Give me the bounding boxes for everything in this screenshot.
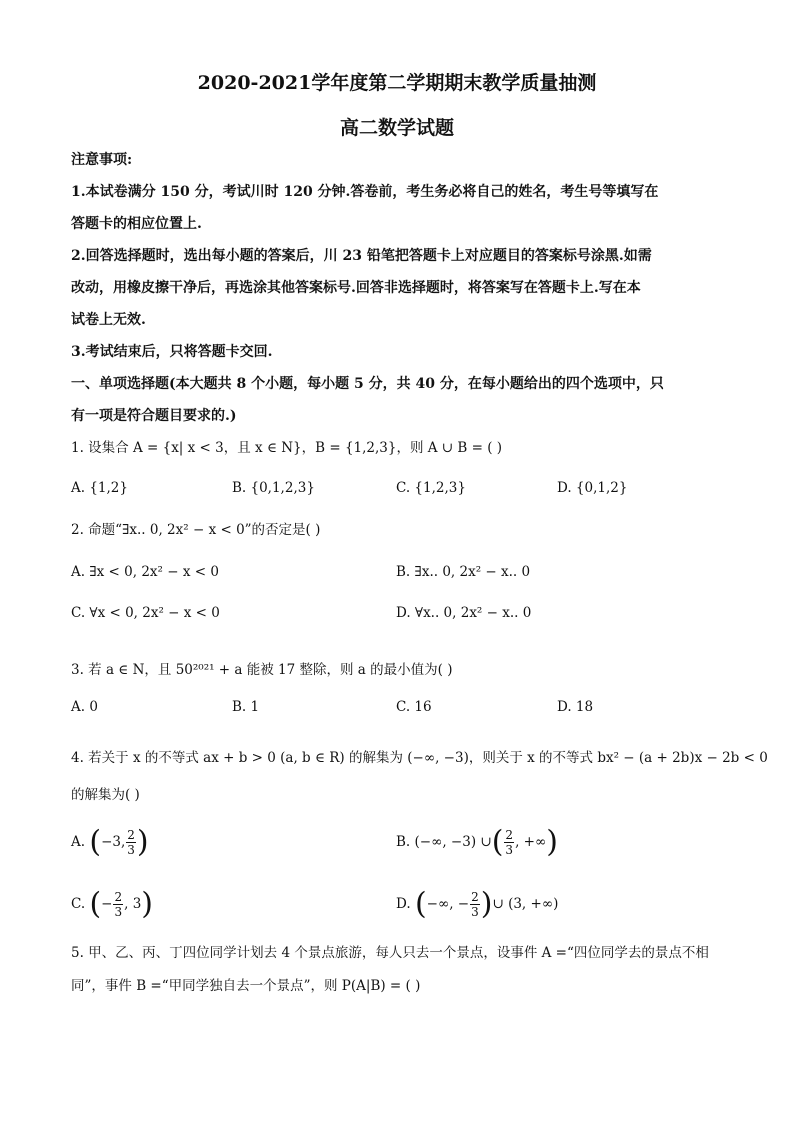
section-heading-line-1: 一、单项选择题(本大题共 8 个小题，每小题 5 分，共 40 分，在每小题给出的四个选项中，只 bbox=[71, 376, 664, 392]
option-a-left: −3, bbox=[101, 834, 126, 850]
notice-1-line-2: 答题卡的相应位置上. bbox=[71, 216, 202, 232]
notice-2-line-3: 试卷上无效. bbox=[71, 312, 146, 328]
option-a-label: A. bbox=[71, 834, 86, 850]
section-heading-line-2: 有一项是符合题目要求的.) bbox=[71, 408, 237, 424]
option-d-label: D. bbox=[396, 896, 411, 912]
notice-heading: 注意事项: bbox=[71, 152, 133, 168]
option-d-left: −∞, − bbox=[426, 896, 470, 912]
exam-subtitle: 高二数学试题 bbox=[339, 117, 454, 139]
question-5-stem-line-1: 5. 甲、乙、丙、丁四位同学计划去 4 个景点旅游，每人只去一个景点，设事件 A =“四位同学去的景点不相 bbox=[71, 945, 709, 961]
question-2-option-d: D. ∀x.. 0, 2x² − x.. 0 bbox=[396, 605, 532, 621]
option-d-right: ∪ (3, +∞) bbox=[492, 896, 559, 912]
option-b-left: (−∞, −3) ∪ bbox=[414, 834, 492, 850]
question-4-stem-line-2: 的解集为( ) bbox=[71, 787, 140, 803]
question-1-option-a: A. {1,2} bbox=[71, 480, 128, 496]
question-2-stem: 2. 命题“∃x.. 0, 2x² − x < 0”的否定是( ) bbox=[71, 522, 321, 538]
question-1-option-b: B. {0,1,2,3} bbox=[232, 480, 315, 496]
question-4-option-c: C. (− $\frac{2}{3}$ , 3) bbox=[71, 886, 153, 922]
option-c-label: C. bbox=[71, 896, 86, 912]
exam-title: 2020-2021学年度第二学期期末教学质量抽测 bbox=[197, 72, 597, 94]
question-4-option-a: A. (−3, $\frac{2}{3}$ ) bbox=[71, 824, 149, 860]
option-b-label: B. bbox=[396, 834, 411, 850]
question-2-option-c: C. ∀x < 0, 2x² − x < 0 bbox=[71, 605, 220, 621]
option-b-fraction: $\frac{2}{3}$ bbox=[505, 828, 514, 857]
notice-2-line-1: 2.回答选择题时，选出每小题的答案后，川 23 铅笔把答题卡上对应题目的答案标号涂黑.如需 bbox=[71, 248, 652, 264]
question-4-option-d: D. (−∞, − $\frac{2}{3}$ )∪ (3, +∞) bbox=[396, 886, 559, 922]
question-3-option-c: C. 16 bbox=[396, 699, 432, 715]
option-a-fraction: $\frac{2}{3}$ bbox=[127, 828, 135, 857]
question-1-option-c: C. {1,2,3} bbox=[396, 480, 466, 496]
notice-1-line-1: 1.本试卷满分 150 分，考试川时 120 分钟.答卷前，考生务必将自己的姓名，考生号等填写在 bbox=[71, 184, 659, 200]
question-2-option-a: A. ∃x < 0, 2x² − x < 0 bbox=[71, 564, 219, 580]
question-3-stem: 3. 若 a ∈ N，且 50²⁰²¹ + a 能被 17 整除，则 a 的最小值为( ) bbox=[71, 662, 453, 678]
question-1-option-d: D. {0,1,2} bbox=[557, 480, 628, 496]
notice-2-line-2: 改动，用橡皮擦干净后，再选涂其他答案标号.回答非选择题时，将答案写在答题卡上.写在本 bbox=[71, 280, 641, 296]
question-1-stem: 1. 设集合 A = {x| x < 3，且 x ∈ N}，B = {1,2,3}，则 A ∪ B = ( ) bbox=[71, 440, 503, 456]
option-c-right: , 3 bbox=[124, 896, 142, 912]
question-2-option-b: B. ∃x.. 0, 2x² − x.. 0 bbox=[396, 564, 531, 580]
question-4-stem-line-1: 4. 若关于 x 的不等式 ax + b > 0 (a, b ∈ R) 的解集为 (−∞, −3)，则关于 x 的不等式 bx² − (a + 2b)x − 2b < 0 bbox=[71, 750, 768, 766]
question-3-option-a: A. 0 bbox=[71, 699, 98, 715]
question-5-stem-line-2: 同”，事件 B =“甲同学独自去一个景点”，则 P(A|B) = ( ) bbox=[71, 978, 421, 994]
question-4-option-b: B. (−∞, −3) ∪( $\frac{2}{3}$ , +∞) bbox=[396, 824, 558, 860]
question-3-option-d: D. 18 bbox=[557, 699, 594, 715]
option-b-right: , +∞ bbox=[515, 834, 547, 850]
option-c-left: − bbox=[101, 896, 113, 912]
question-3-option-b: B. 1 bbox=[232, 699, 260, 715]
option-c-fraction: $\frac{2}{3}$ bbox=[114, 890, 123, 919]
option-d-fraction: $\frac{2}{3}$ bbox=[471, 890, 479, 919]
notice-3: 3.考试结束后，只将答题卡交回. bbox=[71, 344, 273, 360]
